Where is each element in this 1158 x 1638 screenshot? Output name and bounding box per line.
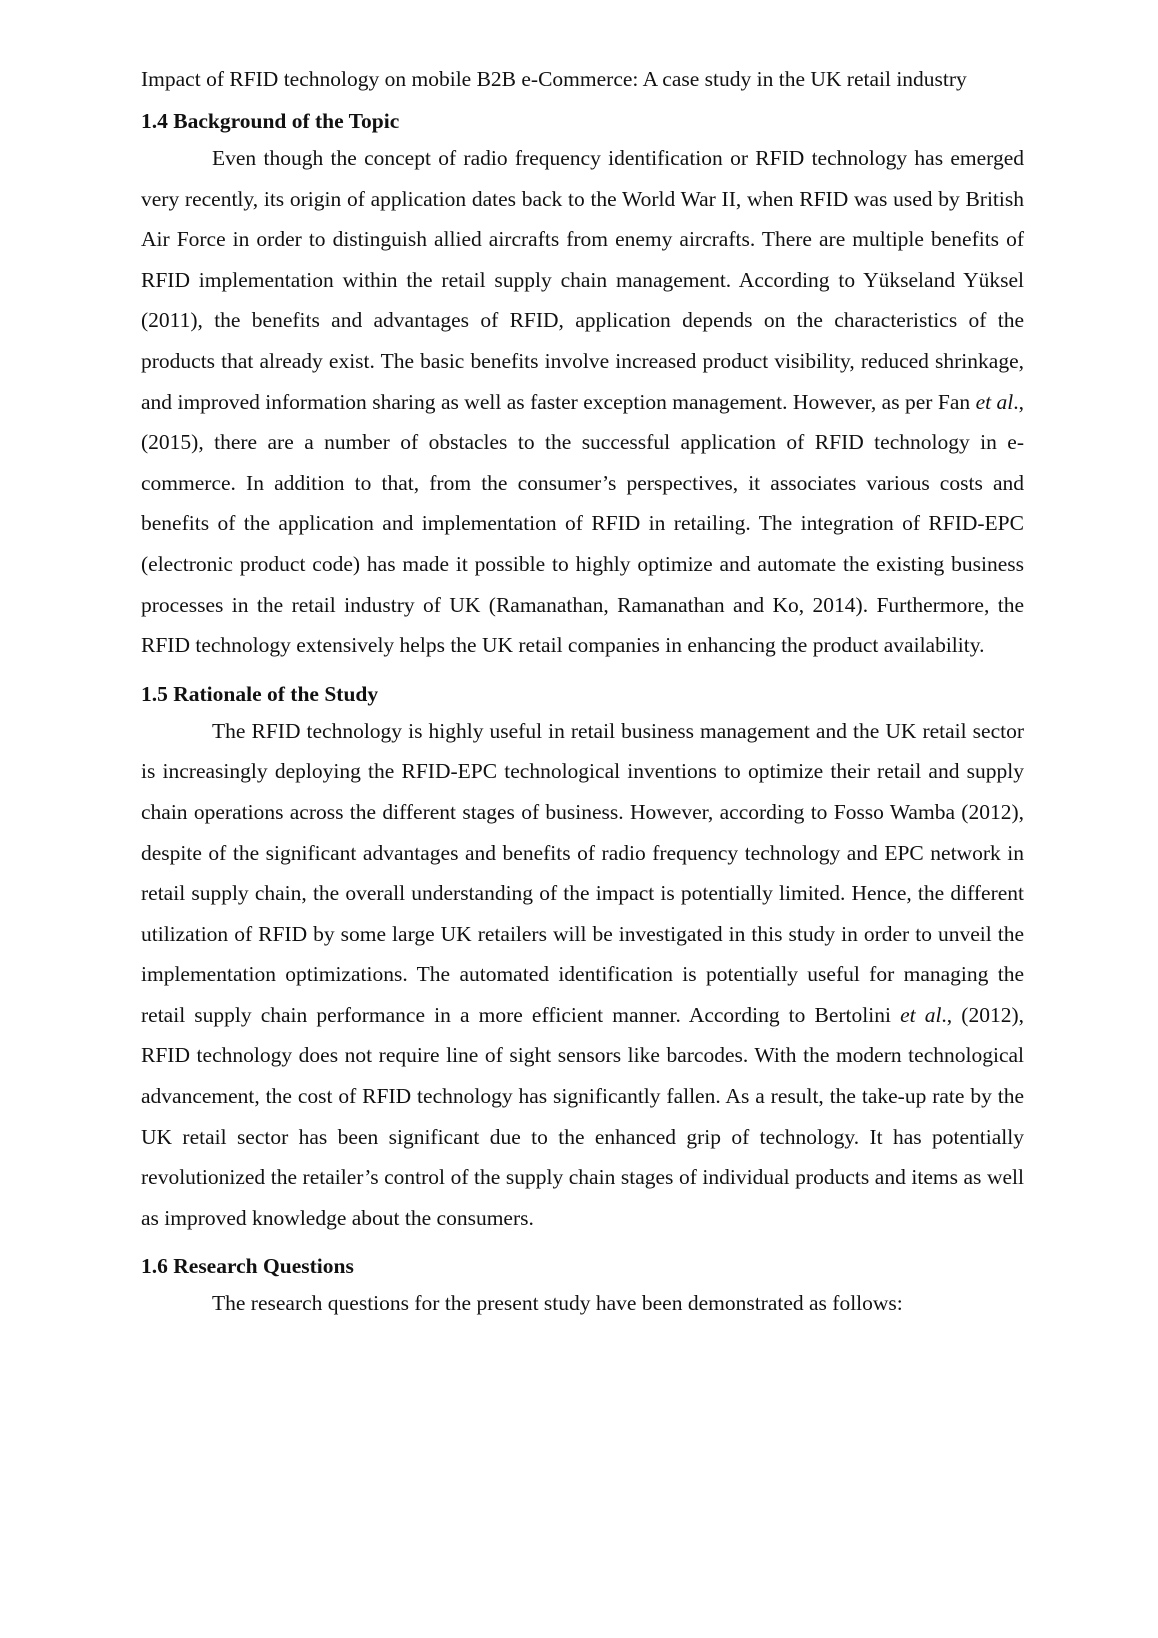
paragraph-text: ., (2015), there are a number of obstacles to the successful application of RFID technology in e-commerce. In addition to that, from the consumer’s perspectives, it associates various costs and benefits of the application and implementation of RFID in retailing. The integration of RFID-EPC (electronic product code) has made it possible to highly optimize and automate the existing business processes in the retail industry of UK (Ramanathan, Ramanathan and Ko, 2014). Furthermore, the RFID technology extensively helps the UK retail companies in enhancing the product availability. <box>141 389 1024 658</box>
section-heading-rationale: 1.5 Rationale of the Study <box>141 681 379 706</box>
section-heading-background: 1.4 Background of the Topic <box>141 109 400 133</box>
section-heading-research-questions: 1.6 Research Questions <box>141 1254 354 1279</box>
paragraph-research-questions <box>141 1283 1024 1324</box>
paragraph-text: ., (2012), RFID technology does not require line of sight sensors like barcodes. With the modern technological advancement, the cost of RFID technology has significantly fallen. As a result, the take-up rate by the UK retail sector has been significant due to the enhanced grip of technology. It has potentially revolutionized the retailer’s control of the supply chain stages of individual products and items as well as improved knowledge about the consumers. <box>141 1002 1024 1230</box>
italic-citation: et al <box>975 389 1014 414</box>
paragraph-rationale <box>141 711 1024 1239</box>
paragraph-text: The RFID technology is highly useful in retail business management and the UK retail sector is increasingly deploying the RFID-EPC technological inventions to optimize their retail and supply chain operations across the different stages of business. However, according to Fosso Wamba (2012), despite of the significant advantages and benefits of radio frequency technology and EPC network in retail supply chain, the overall understanding of the impact is potentially limited. Hence, the different utilization of RFID by some large UK retailers will be investigated in this study in order to unveil the implementation optimizations. The automated identification is potentially useful for managing the retail supply chain performance in a more efficient manner. According to Bertolini <box>141 718 1024 1027</box>
running-title: Impact of RFID technology on mobile B2B e-Commerce: A case study in the UK retail industry <box>141 67 967 91</box>
document-page <box>141 66 1024 1324</box>
paragraph-background <box>141 138 1024 666</box>
paragraph-text: The research questions for the present study have been demonstrated as follows: <box>212 1291 903 1316</box>
paragraph-text: Even though the concept of radio frequency identification or RFID technology has emerged very recently, its origin of application dates back to the World War II, when RFID was used by British Air Force in order to distinguish allied aircrafts from enemy aircrafts. There are multiple benefits of RFID implementation within the retail supply chain management. According to Yükseland Yüksel (2011), the benefits and advantages of RFID, application depends on the characteristics of the products that already exist. The basic benefits involve increased product visibility, reduced shrinkage, and improved information sharing as well as faster exception management. However, as per Fan <box>141 146 1024 414</box>
italic-citation: et al <box>900 1002 942 1027</box>
